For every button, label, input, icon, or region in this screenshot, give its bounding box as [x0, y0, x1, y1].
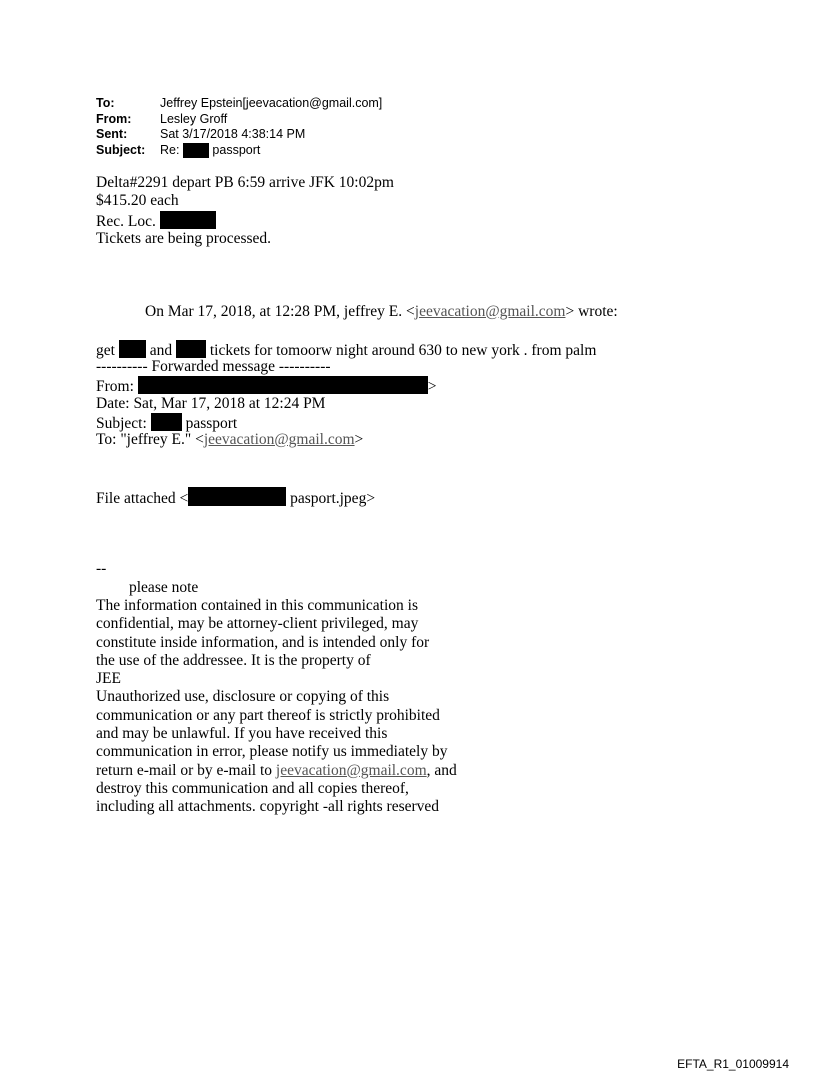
- from-value: Lesley Groff: [160, 111, 228, 126]
- subject-label: Subject:: [96, 142, 146, 157]
- header-from-row: [96, 112, 382, 128]
- disclaimer-return-line: [96, 762, 457, 780]
- redaction-block: [138, 376, 428, 394]
- reply-flight-line: Delta#2291 depart PB 6:59 arrive JFK 10:02pm: [96, 174, 394, 191]
- quote-message-line: [96, 340, 596, 360]
- fwd-from-end: >: [427, 378, 437, 395]
- fwd-from-line: [96, 376, 437, 396]
- fwd-date-line: Date: Sat, Mar 17, 2018 at 12:24 PM: [96, 395, 326, 412]
- disclaimer-line: destroy this communication and all copies thereof,: [96, 779, 409, 797]
- forwarded-separator: ---------- Forwarded message ----------: [96, 358, 331, 375]
- header-subject-row: [96, 143, 382, 159]
- file-attached-line: [96, 487, 375, 508]
- subject-suffix: passport: [212, 142, 261, 157]
- disclaimer-text: [96, 597, 457, 817]
- to-value: Jeffrey Epstein[jeevacation@gmail.com]: [160, 96, 383, 110]
- sent-value: Sat 3/17/2018 4:38:14 PM: [160, 127, 306, 141]
- disclaimer-line: communication in error, please notify us immediately by: [96, 743, 448, 761]
- document-id: EFTA_R1_01009914: [677, 1057, 789, 1071]
- disclaimer-line: the use of the addressee. It is the property of: [96, 651, 371, 669]
- fwd-to-prefix: To: "jeffrey E." <: [96, 431, 204, 448]
- reply-price-line: $415.20 each: [96, 192, 179, 209]
- header-to-row: [96, 96, 382, 112]
- msg-rest: tickets for tomoorw night around 630 to new york . from palm: [209, 342, 597, 359]
- reply-recloc-line: [96, 211, 216, 231]
- sent-label: Sent:: [96, 127, 128, 141]
- return-prefix: return e-mail or by e-mail to: [96, 761, 276, 779]
- fwd-subject-suffix: passport: [185, 415, 238, 432]
- redaction-block: [176, 340, 206, 358]
- redaction-block: [160, 211, 216, 229]
- disclaimer-line: The information contained in this communication is: [96, 597, 418, 614]
- fwd-to-email-link[interactable]: jeevacation@gmail.com: [203, 431, 355, 448]
- fwd-to-line: [96, 431, 363, 449]
- fwd-subject-label: Subject:: [96, 415, 147, 432]
- disclaimer-line: constitute inside information, and is intended only for: [96, 633, 430, 651]
- attribution-email-link[interactable]: jeevacation@gmail.com: [414, 303, 566, 320]
- fwd-subject-line: [96, 413, 237, 433]
- redaction-block: [188, 487, 286, 506]
- disclaimer-line: JEE: [96, 670, 121, 688]
- reply-status-line: Tickets are being processed.: [96, 230, 272, 247]
- disclaimer-line: confidential, may be attorney-client privileged, may: [96, 615, 419, 633]
- header-sent-row: [96, 127, 382, 143]
- disclaimer-email-link[interactable]: jeevacation@gmail.com: [275, 761, 427, 779]
- file-suffix: pasport.jpeg>: [290, 490, 376, 507]
- return-suffix: , and: [426, 761, 457, 779]
- signature-please-note: please note: [129, 579, 199, 596]
- quote-attribution: [145, 303, 618, 321]
- signature-dashes: --: [96, 560, 107, 577]
- attribution-suffix: > wrote:: [565, 303, 618, 320]
- disclaimer-line: and may be unlawful. If you have received this: [96, 725, 388, 743]
- attribution-prefix: On Mar 17, 2018, at 12:28 PM, jeffrey E. <: [145, 303, 415, 320]
- disclaimer-line: Unauthorized use, disclosure or copying of this: [96, 688, 390, 706]
- msg-and: and: [149, 342, 173, 359]
- redaction-block: [151, 413, 182, 431]
- fwd-to-suffix: >: [354, 431, 364, 448]
- disclaimer-line: communication or any part thereof is strictly prohibited: [96, 706, 440, 724]
- subject-prefix: Re:: [160, 142, 180, 157]
- disclaimer-line: including all attachments. copyright -all rights reserved: [96, 798, 440, 816]
- file-prefix: File attached <: [96, 490, 189, 507]
- email-header: [96, 96, 382, 158]
- to-label: To:: [96, 96, 115, 110]
- redaction-block: [119, 340, 146, 358]
- redaction-block: [183, 143, 209, 158]
- from-label: From:: [96, 111, 132, 126]
- msg-get: get: [96, 342, 115, 359]
- fwd-from-label: From:: [96, 378, 134, 395]
- recloc-label: Rec. Loc.: [96, 213, 156, 230]
